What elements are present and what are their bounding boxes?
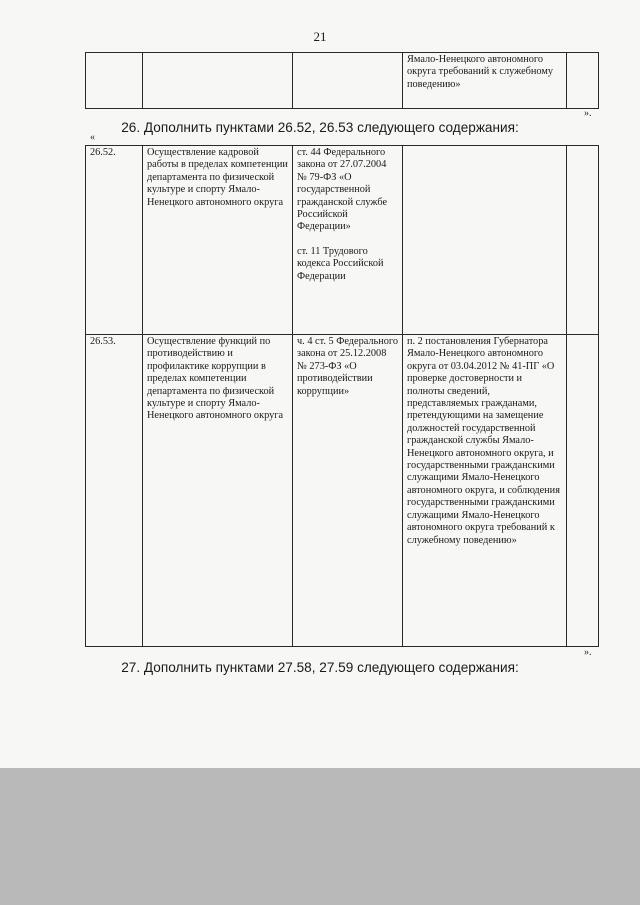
row-law-cell — [293, 335, 403, 647]
table-row — [86, 146, 599, 335]
paragraph-26: 26. Дополнить пунктами 26.52, 26.53 следующего содержания: — [121, 120, 519, 135]
table-row — [86, 335, 599, 647]
spacer — [297, 234, 398, 246]
table-cell — [403, 53, 567, 109]
opening-quote: « — [90, 132, 95, 143]
cell-text: Ямало-Ненецкого автономного округа требований к служебному поведению» — [407, 54, 554, 90]
row-number: 26.53. — [86, 335, 143, 647]
law-reference: ч. 4 ст. 5 Федерального закона от 25.12.2008 № 273-ФЗ «О противодействии коррупции» — [297, 336, 399, 397]
table-cell — [293, 53, 403, 109]
row-act: п. 2 постановления Губернатора Ямало-Ненецкого автономного округа от 03.04.2012 № 41-ПГ «О проверке достоверности и полноты сведений, представляемых гражданами, претендующими на замещение должностей государственной гражданской службы Ямало-Ненецкого автономного округа, и государственными гражданскими служащими Ямало-Ненецкого автономного округа, и соблюдения государственными гражданскими служащими Ямало-Ненецкого автономного округа требований к служебному поведению» — [403, 335, 567, 647]
table-cell — [567, 335, 599, 647]
page-number: 21 — [313, 29, 327, 44]
table-cell — [567, 53, 599, 109]
closing-quote: ». — [584, 647, 592, 658]
law-reference: ст. 11 Трудового кодекса Российской Федерации — [297, 245, 384, 282]
closing-quote: ». — [584, 108, 592, 119]
row-number: 26.52. — [86, 146, 143, 335]
table-cell — [86, 53, 143, 109]
table-cell — [567, 146, 599, 335]
continuation-table — [85, 52, 599, 109]
law-reference: ст. 44 Федерального закона от 27.07.2004 № 79-ФЗ «О государственной гражданской службе Российской Федерации» — [297, 147, 388, 233]
paragraph-27: 27. Дополнить пунктами 27.58, 27.59 следующего содержания: — [121, 660, 519, 675]
main-table — [85, 145, 599, 647]
row-description: Осуществление функций по противодействию и профилактике коррупции в пределах компетенции департамента по физической культуре и спорту Ямало-Ненецкого автономного округа — [143, 335, 293, 647]
row-act — [403, 146, 567, 335]
table-row — [86, 53, 599, 109]
row-description: Осуществление кадровой работы в пределах компетенции департамента по физической культуре и спорту Ямало-Ненецкого автономного округа — [143, 146, 293, 335]
row-law-cell — [293, 146, 403, 335]
table-cell — [143, 53, 293, 109]
